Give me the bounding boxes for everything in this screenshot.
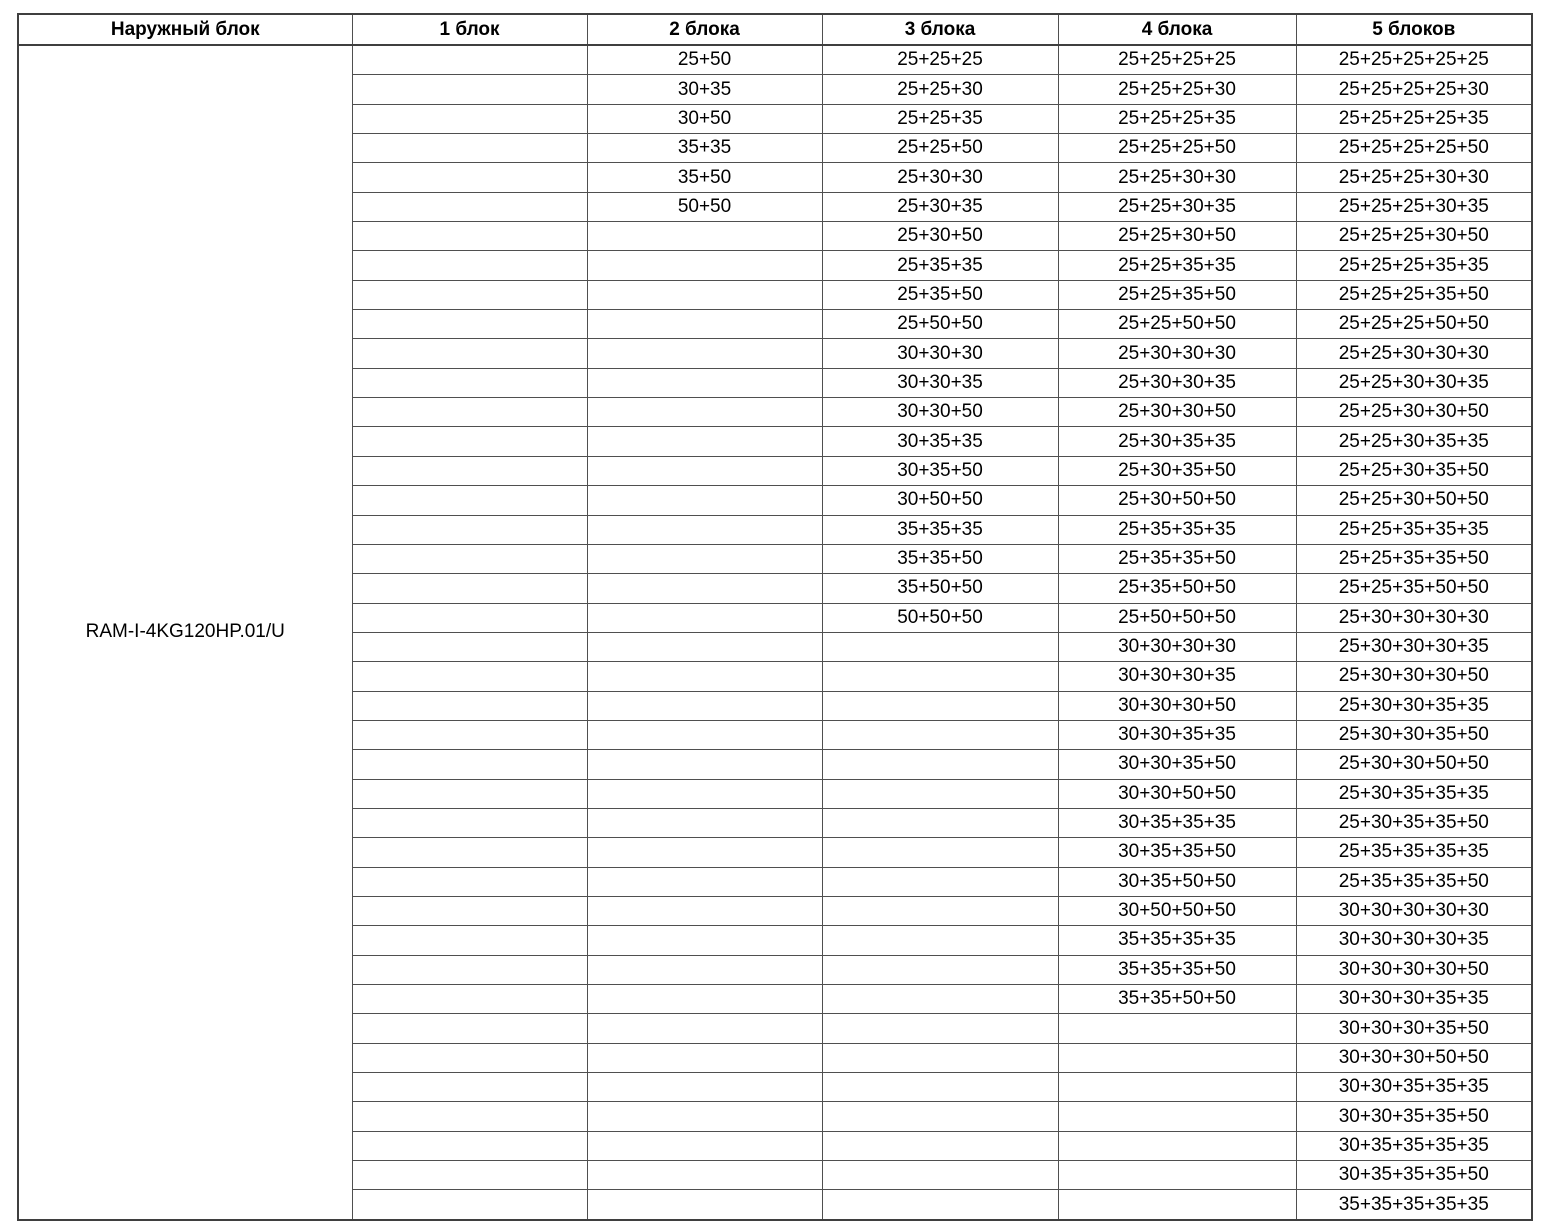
cell-five-blocks: 25+25+25+25+35 (1296, 104, 1532, 133)
cell-one-block (352, 750, 587, 779)
cell-two-blocks (587, 662, 822, 691)
cell-three-blocks (822, 779, 1058, 808)
cell-three-blocks: 25+50+50 (822, 310, 1058, 339)
cell-three-blocks: 50+50+50 (822, 603, 1058, 632)
cell-five-blocks: 30+35+35+35+35 (1296, 1131, 1532, 1160)
cell-four-blocks: 30+30+35+35 (1058, 720, 1296, 749)
cell-two-blocks (587, 544, 822, 573)
cell-one-block (352, 192, 587, 221)
cell-one-block (352, 456, 587, 485)
cell-three-blocks (822, 1073, 1058, 1102)
cell-one-block (352, 955, 587, 984)
cell-two-blocks: 25+50 (587, 45, 822, 75)
cell-two-blocks (587, 779, 822, 808)
cell-one-block (352, 222, 587, 251)
cell-four-blocks (1058, 1014, 1296, 1043)
cell-three-blocks (822, 1043, 1058, 1072)
cell-four-blocks: 25+25+35+35 (1058, 251, 1296, 280)
cell-three-blocks (822, 1161, 1058, 1190)
cell-five-blocks: 25+25+25+25+25 (1296, 45, 1532, 75)
cell-two-blocks (587, 280, 822, 309)
cell-two-blocks (587, 838, 822, 867)
cell-five-blocks: 30+30+30+30+35 (1296, 926, 1532, 955)
cell-two-blocks: 35+35 (587, 134, 822, 163)
cell-one-block (352, 486, 587, 515)
cell-two-blocks (587, 632, 822, 661)
cell-three-blocks: 25+35+50 (822, 280, 1058, 309)
cell-five-blocks: 25+25+30+30+50 (1296, 398, 1532, 427)
cell-two-blocks (587, 750, 822, 779)
cell-three-blocks (822, 896, 1058, 925)
cell-one-block (352, 427, 587, 456)
cell-five-blocks: 30+30+30+35+50 (1296, 1014, 1532, 1043)
cell-two-blocks (587, 808, 822, 837)
cell-four-blocks: 25+25+25+30 (1058, 75, 1296, 104)
cell-three-blocks: 25+35+35 (822, 251, 1058, 280)
table-row (18, 45, 1532, 75)
cell-three-blocks (822, 867, 1058, 896)
cell-four-blocks: 30+35+35+35 (1058, 808, 1296, 837)
cell-one-block (352, 867, 587, 896)
cell-two-blocks (587, 515, 822, 544)
cell-five-blocks: 25+30+30+30+50 (1296, 662, 1532, 691)
cell-two-blocks (587, 1161, 822, 1190)
cell-four-blocks: 30+35+50+50 (1058, 867, 1296, 896)
cell-three-blocks (822, 955, 1058, 984)
cell-five-blocks: 25+25+30+50+50 (1296, 486, 1532, 515)
cell-two-blocks (587, 867, 822, 896)
cell-one-block (352, 368, 587, 397)
cell-one-block (352, 515, 587, 544)
header-4-blocks: 4 блока (1058, 14, 1296, 45)
cell-five-blocks: 30+30+30+35+35 (1296, 985, 1532, 1014)
cell-five-blocks: 25+25+30+30+30 (1296, 339, 1532, 368)
cell-two-blocks (587, 427, 822, 456)
cell-four-blocks: 25+30+35+50 (1058, 456, 1296, 485)
header-2-blocks: 2 блока (587, 14, 822, 45)
cell-five-blocks: 25+25+25+35+50 (1296, 280, 1532, 309)
cell-four-blocks: 30+30+50+50 (1058, 779, 1296, 808)
cell-three-blocks: 30+30+35 (822, 368, 1058, 397)
cell-five-blocks: 25+25+35+50+50 (1296, 574, 1532, 603)
cell-two-blocks (587, 398, 822, 427)
cell-five-blocks: 30+30+30+30+50 (1296, 955, 1532, 984)
cell-two-blocks (587, 310, 822, 339)
cell-four-blocks: 25+25+35+50 (1058, 280, 1296, 309)
outdoor-unit-model-cell: RAM-I-4KG120HP.01/U (18, 45, 352, 1220)
cell-four-blocks: 30+35+35+50 (1058, 838, 1296, 867)
cell-one-block (352, 1102, 587, 1131)
cell-three-blocks: 25+25+50 (822, 134, 1058, 163)
cell-three-blocks (822, 808, 1058, 837)
cell-four-blocks (1058, 1043, 1296, 1072)
cell-three-blocks: 30+30+50 (822, 398, 1058, 427)
cell-two-blocks (587, 691, 822, 720)
cell-four-blocks: 25+50+50+50 (1058, 603, 1296, 632)
cell-two-blocks (587, 486, 822, 515)
cell-five-blocks: 30+30+30+50+50 (1296, 1043, 1532, 1072)
cell-four-blocks: 30+30+30+35 (1058, 662, 1296, 691)
cell-two-blocks (587, 1043, 822, 1072)
cell-two-blocks (587, 1073, 822, 1102)
cell-five-blocks: 25+25+25+25+30 (1296, 75, 1532, 104)
cell-two-blocks (587, 985, 822, 1014)
cell-four-blocks: 25+25+25+25 (1058, 45, 1296, 75)
cell-one-block (352, 1014, 587, 1043)
cell-three-blocks: 35+50+50 (822, 574, 1058, 603)
cell-one-block (352, 574, 587, 603)
cell-three-blocks (822, 838, 1058, 867)
cell-three-blocks: 35+35+50 (822, 544, 1058, 573)
cell-two-blocks (587, 339, 822, 368)
cell-five-blocks: 25+25+25+25+50 (1296, 134, 1532, 163)
cell-two-blocks (587, 1102, 822, 1131)
cell-one-block (352, 838, 587, 867)
cell-five-blocks: 25+30+30+30+30 (1296, 603, 1532, 632)
cell-five-blocks: 25+25+25+35+35 (1296, 251, 1532, 280)
cell-three-blocks (822, 926, 1058, 955)
cell-three-blocks: 25+30+35 (822, 192, 1058, 221)
cell-five-blocks: 25+25+25+50+50 (1296, 310, 1532, 339)
cell-one-block (352, 1190, 587, 1220)
cell-five-blocks: 25+25+35+35+50 (1296, 544, 1532, 573)
cell-three-blocks: 25+25+25 (822, 45, 1058, 75)
cell-one-block (352, 310, 587, 339)
cell-four-blocks: 25+25+25+35 (1058, 104, 1296, 133)
cell-four-blocks: 25+30+30+50 (1058, 398, 1296, 427)
cell-four-blocks: 25+30+35+35 (1058, 427, 1296, 456)
cell-one-block (352, 896, 587, 925)
header-outdoor-unit: Наружный блок (18, 14, 352, 45)
cell-five-blocks: 25+30+30+35+35 (1296, 691, 1532, 720)
cell-three-blocks: 25+30+30 (822, 163, 1058, 192)
cell-two-blocks (587, 1190, 822, 1220)
cell-two-blocks: 30+35 (587, 75, 822, 104)
cell-one-block (352, 398, 587, 427)
cell-three-blocks: 30+30+30 (822, 339, 1058, 368)
cell-three-blocks (822, 1131, 1058, 1160)
cell-five-blocks: 25+30+30+35+50 (1296, 720, 1532, 749)
cell-four-blocks: 25+35+50+50 (1058, 574, 1296, 603)
cell-one-block (352, 603, 587, 632)
cell-one-block (352, 104, 587, 133)
cell-three-blocks (822, 1014, 1058, 1043)
cell-four-blocks (1058, 1190, 1296, 1220)
cell-two-blocks (587, 222, 822, 251)
cell-one-block (352, 1043, 587, 1072)
cell-five-blocks: 25+25+30+35+35 (1296, 427, 1532, 456)
outdoor-unit-combinations-table (17, 13, 1533, 1221)
cell-one-block (352, 280, 587, 309)
cell-one-block (352, 1161, 587, 1190)
cell-three-blocks: 35+35+35 (822, 515, 1058, 544)
cell-one-block (352, 339, 587, 368)
cell-one-block (352, 720, 587, 749)
cell-five-blocks: 25+35+35+35+35 (1296, 838, 1532, 867)
cell-one-block (352, 163, 587, 192)
cell-four-blocks: 25+25+30+50 (1058, 222, 1296, 251)
cell-one-block (352, 1131, 587, 1160)
cell-five-blocks: 35+35+35+35+35 (1296, 1190, 1532, 1220)
cell-four-blocks (1058, 1131, 1296, 1160)
cell-four-blocks: 25+25+25+50 (1058, 134, 1296, 163)
cell-three-blocks: 25+25+30 (822, 75, 1058, 104)
cell-one-block (352, 632, 587, 661)
cell-five-blocks: 25+25+30+35+50 (1296, 456, 1532, 485)
cell-four-blocks: 25+30+50+50 (1058, 486, 1296, 515)
cell-four-blocks: 25+25+30+35 (1058, 192, 1296, 221)
cell-five-blocks: 25+25+25+30+30 (1296, 163, 1532, 192)
cell-two-blocks (587, 1014, 822, 1043)
cell-two-blocks (587, 955, 822, 984)
cell-three-blocks (822, 691, 1058, 720)
cell-four-blocks: 35+35+35+50 (1058, 955, 1296, 984)
cell-one-block (352, 985, 587, 1014)
cell-three-blocks (822, 985, 1058, 1014)
header-3-blocks: 3 блока (822, 14, 1058, 45)
cell-five-blocks: 25+25+25+30+50 (1296, 222, 1532, 251)
cell-two-blocks (587, 603, 822, 632)
header-5-blocks: 5 блоков (1296, 14, 1532, 45)
cell-five-blocks: 25+30+35+35+50 (1296, 808, 1532, 837)
cell-five-blocks: 30+35+35+35+50 (1296, 1161, 1532, 1190)
cell-four-blocks: 35+35+35+35 (1058, 926, 1296, 955)
cell-two-blocks (587, 368, 822, 397)
cell-four-blocks: 25+35+35+35 (1058, 515, 1296, 544)
cell-three-blocks (822, 662, 1058, 691)
cell-five-blocks: 30+30+30+30+30 (1296, 896, 1532, 925)
cell-three-blocks: 25+30+50 (822, 222, 1058, 251)
table-body (18, 45, 1532, 1220)
cell-three-blocks (822, 720, 1058, 749)
cell-five-blocks: 25+35+35+35+50 (1296, 867, 1532, 896)
cell-four-blocks (1058, 1073, 1296, 1102)
cell-four-blocks: 25+30+30+35 (1058, 368, 1296, 397)
cell-one-block (352, 662, 587, 691)
table-header (18, 14, 1532, 45)
cell-one-block (352, 75, 587, 104)
cell-three-blocks (822, 1190, 1058, 1220)
cell-two-blocks: 30+50 (587, 104, 822, 133)
cell-one-block (352, 251, 587, 280)
cell-four-blocks: 30+50+50+50 (1058, 896, 1296, 925)
cell-two-blocks: 35+50 (587, 163, 822, 192)
cell-three-blocks: 30+50+50 (822, 486, 1058, 515)
cell-one-block (352, 134, 587, 163)
cell-two-blocks (587, 1131, 822, 1160)
cell-one-block (352, 808, 587, 837)
header-row (18, 14, 1532, 45)
cell-five-blocks: 25+25+35+35+35 (1296, 515, 1532, 544)
cell-one-block (352, 926, 587, 955)
cell-one-block (352, 45, 587, 75)
cell-five-blocks: 25+25+30+30+35 (1296, 368, 1532, 397)
cell-one-block (352, 691, 587, 720)
cell-three-blocks: 30+35+35 (822, 427, 1058, 456)
cell-five-blocks: 25+30+30+30+35 (1296, 632, 1532, 661)
cell-four-blocks: 30+30+30+50 (1058, 691, 1296, 720)
cell-three-blocks: 30+35+50 (822, 456, 1058, 485)
cell-five-blocks: 30+30+35+35+35 (1296, 1073, 1532, 1102)
cell-five-blocks: 25+30+35+35+35 (1296, 779, 1532, 808)
cell-four-blocks: 25+30+30+30 (1058, 339, 1296, 368)
cell-one-block (352, 1073, 587, 1102)
cell-four-blocks (1058, 1102, 1296, 1131)
cell-four-blocks: 35+35+50+50 (1058, 985, 1296, 1014)
cell-two-blocks (587, 251, 822, 280)
cell-one-block (352, 544, 587, 573)
cell-four-blocks: 25+25+50+50 (1058, 310, 1296, 339)
cell-four-blocks: 30+30+35+50 (1058, 750, 1296, 779)
cell-two-blocks (587, 896, 822, 925)
cell-two-blocks (587, 456, 822, 485)
header-1-block: 1 блок (352, 14, 587, 45)
cell-four-blocks: 25+35+35+50 (1058, 544, 1296, 573)
cell-three-blocks (822, 1102, 1058, 1131)
cell-three-blocks (822, 750, 1058, 779)
cell-three-blocks (822, 632, 1058, 661)
cell-two-blocks (587, 574, 822, 603)
cell-two-blocks: 50+50 (587, 192, 822, 221)
cell-one-block (352, 779, 587, 808)
cell-two-blocks (587, 926, 822, 955)
cell-three-blocks: 25+25+35 (822, 104, 1058, 133)
cell-five-blocks: 25+25+25+30+35 (1296, 192, 1532, 221)
cell-four-blocks: 30+30+30+30 (1058, 632, 1296, 661)
cell-five-blocks: 30+30+35+35+50 (1296, 1102, 1532, 1131)
cell-four-blocks (1058, 1161, 1296, 1190)
cell-two-blocks (587, 720, 822, 749)
cell-five-blocks: 25+30+30+50+50 (1296, 750, 1532, 779)
cell-four-blocks: 25+25+30+30 (1058, 163, 1296, 192)
